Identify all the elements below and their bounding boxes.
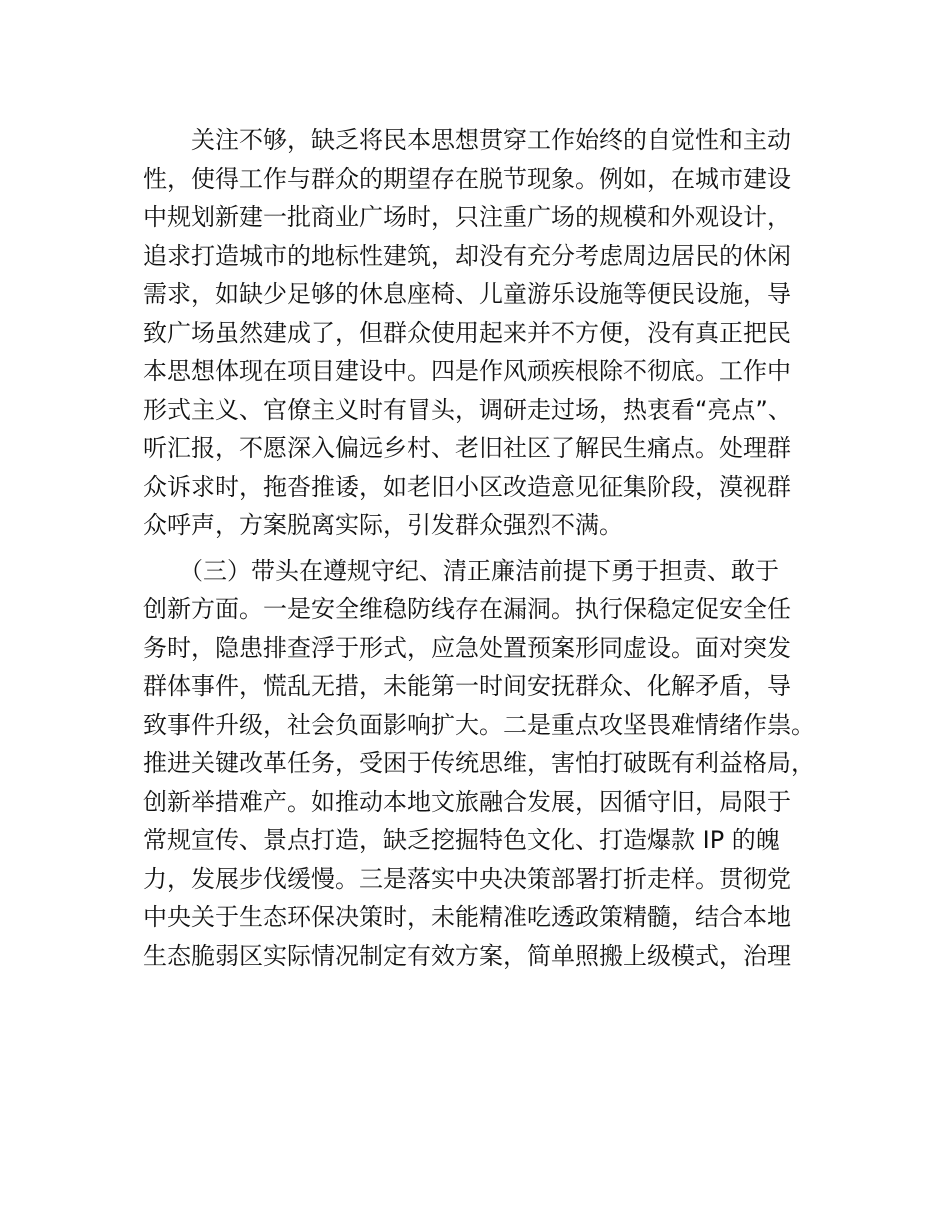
text-line: 追求打造城市的地标性建筑，却没有充分考虑周边居民的休闲 bbox=[143, 241, 791, 270]
text-line: 务时，隐患排查浮于形式，应急处置预案形同虚设。面对突发 bbox=[143, 633, 791, 662]
text-line: 众呼声，方案脱离实际，引发群众强烈不满。 bbox=[143, 511, 623, 539]
text-line: 性，使得工作与群众的期望存在脱节现象。例如，在城市建设 bbox=[143, 164, 791, 193]
text-line: 创新方面。一是安全维稳防线存在漏洞。执行保稳定促安全任 bbox=[143, 595, 791, 623]
text-line: 力，发展步伐缓慢。三是落实中央决策部署打折走样。贯彻党 bbox=[143, 864, 791, 893]
text-line: 生态脆弱区实际情况制定有效方案，简单照搬上级模式，治理 bbox=[143, 941, 791, 970]
text-line: 常规宣传、景点打造，缺乏挖掘特色文化、打造爆款 IP 的魄 bbox=[143, 826, 780, 854]
text-line: 致事件升级，社会负面影响扩大。二是重点攻坚畏难情绪作祟。 bbox=[143, 710, 815, 739]
text-line: 创新举措难产。如推动本地文旅融合发展，因循守旧，局限于 bbox=[143, 787, 791, 816]
text-line: （三）带头在遵规守纪、清正廉洁前提下勇于担责、敢于 bbox=[143, 556, 779, 585]
text-line: 中央关于生态环保决策时，未能精准吃透政策精髓，结合本地 bbox=[143, 903, 791, 931]
text-line: 听汇报，不愿深入偏远乡村、老旧社区了解民生痛点。处理群 bbox=[143, 434, 791, 462]
paragraph-spacer bbox=[143, 545, 843, 552]
text-line: 群体事件，慌乱无措，未能第一时间安抚群众、化解矛盾，导 bbox=[143, 672, 791, 700]
text-line: 中规划新建一批商业广场时，只注重广场的规模和外观设计， bbox=[143, 203, 791, 231]
text-line: 致广场虽然建成了，但群众使用起来并不方便，没有真正把民 bbox=[143, 318, 791, 347]
text-line: 需求，如缺少足够的休息座椅、儿童游乐设施等便民设施，导 bbox=[143, 280, 791, 308]
text-line: 形式主义、官僚主义时有冒头，调研走过场，热衷看“亮点”、 bbox=[143, 395, 792, 424]
text-line: 推进关键改革任务，受困于传统思维，害怕打破既有利益格局， bbox=[143, 749, 815, 777]
text-line: 关注不够，缺乏将民本思想贯穿工作始终的自觉性和主动 bbox=[143, 126, 791, 154]
text-line: 众诉求时，拖沓推诿，如老旧小区改造意见征集阶段，漠视群 bbox=[143, 472, 791, 501]
paragraph-2 bbox=[143, 552, 843, 976]
text-line: 本思想体现在项目建设中。四是作风顽疾根除不彻底。工作中 bbox=[143, 357, 791, 385]
document-body bbox=[143, 121, 843, 975]
paragraph-1 bbox=[143, 121, 843, 545]
